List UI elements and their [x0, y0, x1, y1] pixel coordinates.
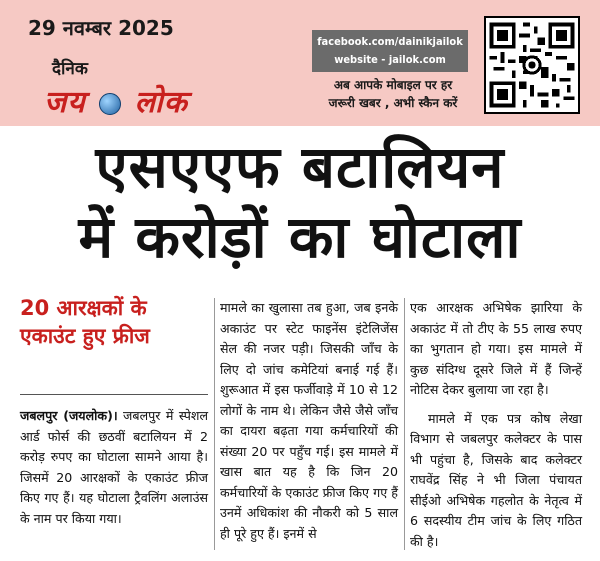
qr-code-graphic: [486, 18, 578, 112]
column-divider: [214, 298, 215, 550]
subhead-divider: [20, 394, 208, 395]
masthead: [0, 0, 600, 126]
subheadline: 20 आरक्षकों के एकाउंट हुए फ्रीज: [20, 296, 150, 348]
scan-prompt-line1: अब आपके मोबाइल पर हर: [333, 78, 453, 92]
article-column-2: [220, 298, 398, 544]
issue-date: 29 नवम्बर 2025: [28, 16, 174, 40]
facebook-link[interactable]: facebook.com/dainikjailok: [317, 35, 463, 48]
brand-small-label: दैनिक: [52, 59, 88, 79]
brand-logo: [44, 80, 188, 121]
brand-logo-part2: लोक: [134, 85, 188, 120]
scan-prompt: [310, 76, 476, 112]
headline-line2: में करोड़ों का घोटाला: [78, 203, 522, 271]
website-link[interactable]: website - jailok.com: [334, 53, 446, 66]
article-column-1: [20, 406, 208, 529]
headline-line1: एसएएफ बटालियन: [95, 133, 505, 201]
article-column-3-para1: एक आरक्षक अभिषेक झारिया के अकाउंट में तो टीए के 55 लाख रुपए का भुगतान हो गया। इस मामले में कुछ संदिग्ध दूसरे जिले में हैं जिन्हें नोटिस देकर बुलाया जा रहा है।: [410, 300, 582, 397]
article-dateline: जबलपुर (जयलोक)।: [20, 408, 118, 423]
brand-logo-part1: जय: [44, 85, 86, 120]
article-column-1-text: जबलपुर में स्पेशल आर्ड फोर्स की छठवीं बटालियन में 2 करोड़ रुपए का घोटाला सामने आया है। जिसमें 20 आरक्षकों के एकाउंट फ्रीज किए गए हैं। यह घोटाला ट्रैवलिंग अलाउंस के नाम पर किया गया।: [20, 408, 208, 526]
social-links-box: [312, 30, 468, 72]
article-column-2-text: मामले का खुलासा तब हुआ, जब इनके अकाउंट पर स्टेट फाइनेंस इंटेलिजेंस सेल की नजर पड़ी। जिसकी जाँच के लिए दो जांच कमेटियां बनाई गई हैं। शुरूआत में इस फर्जीवाड़े में 10 से 12 लोगों के नाम थे। लेकिन जैसे जैसे जाँच का दायरा बढ़ता गया कर्मचारियों की संख्या 20 पर पहुँच गई। इस मामले में खास बात यह है कि जिन 20 कर्मचारियों के एकाउंट फ्रीज किए गए हैं उनमें अधिकांश की नौकरी को 5 साल ही पूरे हुए हैं। इनमें से: [220, 300, 398, 541]
qr-code-icon[interactable]: [484, 16, 580, 114]
globe-icon: [99, 93, 121, 115]
article-column-3-para2: मामले में एक पत्र कोष लेखा विभाग से जबलपुर कलेक्टर के पास भी पहुंचा है, जिसके बाद कलेक्टर राघवेंद्र सिंह ने भी जिला पंचायत सीईओ अभिषेक गहलोत के नेतृत्व में 6 सदस्यीय टीम जांच के लिए गठित की है।: [410, 410, 582, 549]
scan-prompt-line2: जरूरी खबर , अभी स्कैन करें: [328, 96, 458, 110]
article-column-3: [410, 298, 582, 552]
headline: [0, 132, 600, 272]
column-divider: [404, 298, 405, 550]
